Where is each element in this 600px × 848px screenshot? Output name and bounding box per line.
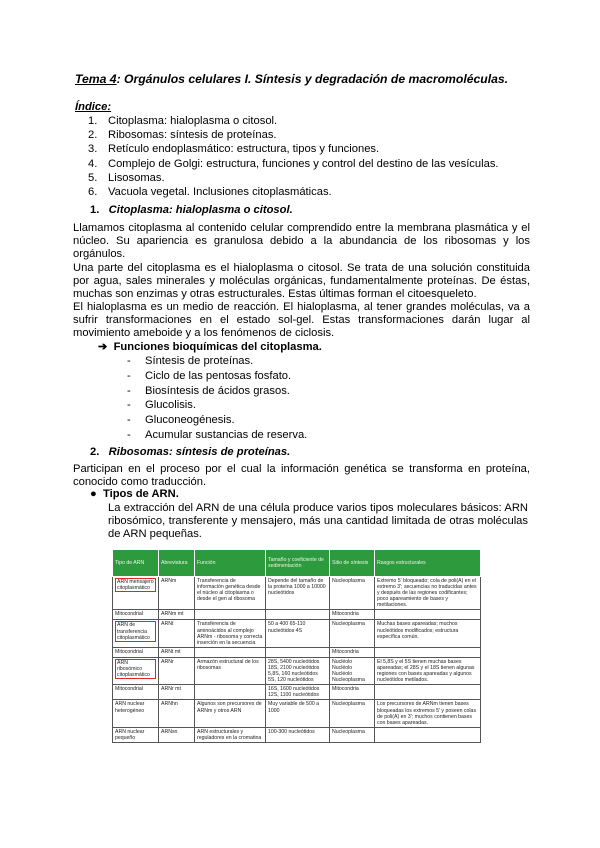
index-item-number: 2. bbox=[88, 129, 98, 142]
table-cell: 28S, 5400 nucleótidos 18S, 2100 nucleótidos 5,8S, 160 nucleótidos 5S, 120 nucleótidos bbox=[266, 657, 330, 684]
bullet-icon: ● bbox=[90, 488, 97, 500]
index-item-text: Complejo de Golgi: estructura, funciones y control del destino de las vesículas. bbox=[108, 157, 499, 170]
paragraph-line: orgánulos. bbox=[73, 247, 126, 260]
section-2-heading bbox=[90, 446, 290, 459]
dash-bullet: - bbox=[127, 428, 131, 441]
section-1-paragraph-2 bbox=[73, 262, 530, 301]
table-cell: Mitocondrial bbox=[113, 610, 159, 620]
table-cell: Mitocondria bbox=[330, 647, 375, 657]
table-cell: ARNr mt bbox=[159, 685, 195, 700]
index-item bbox=[88, 114, 499, 128]
table-header-cell: Función bbox=[195, 550, 266, 577]
section-2-paragraph-1 bbox=[73, 463, 530, 489]
rna-types-heading bbox=[90, 488, 179, 501]
function-item-text: Glucolisis. bbox=[145, 399, 196, 412]
section-1-heading bbox=[90, 204, 293, 217]
table-row bbox=[113, 700, 481, 727]
dash-bullet: - bbox=[127, 399, 131, 412]
table-cell: ARNt mt bbox=[159, 647, 195, 657]
table-cell bbox=[375, 685, 481, 700]
table-cell bbox=[375, 610, 481, 620]
table-cell: Extremo 5' bloqueado; cola de poli(A) en el extremo 3'; secuencias no traducidas antes y después de las regiones codificantes; poco apareamiento de bases y metilaciones. bbox=[375, 577, 481, 610]
table-cell: Mitocondria bbox=[330, 610, 375, 620]
index-item bbox=[88, 185, 499, 199]
table-cell: Transferencia de aminoácidos al complejo ARNm - ribosoma y correcta inserción en la secuencia bbox=[195, 620, 266, 647]
index-item bbox=[88, 171, 499, 185]
function-item-text: Gluconeogénesis. bbox=[145, 414, 235, 427]
index-item-text: Vacuola vegetal. Inclusiones citoplasmáticas. bbox=[108, 186, 332, 199]
function-item bbox=[127, 369, 307, 384]
table-cell: Nucléolo Nucléolo Nucléolo Nucleoplasma bbox=[330, 657, 375, 684]
table-cell: Mitocondria bbox=[330, 685, 375, 700]
index-item-number: 4. bbox=[88, 157, 98, 170]
document-title bbox=[75, 73, 508, 86]
table-cell bbox=[195, 647, 266, 657]
index-item-number: 1. bbox=[88, 115, 98, 127]
dash-bullet: - bbox=[127, 355, 131, 367]
table-cell: ARNt bbox=[159, 620, 195, 647]
section-1-number: 1. bbox=[90, 204, 100, 216]
paragraph-line: ribosómico, transferente y mensajero, más una cantidad limitada de otras moléculas bbox=[108, 514, 528, 527]
table-row bbox=[113, 610, 481, 620]
paragraph-line: sufrir transformaciones en el estado sol-gel. Estas transformaciones darán lugar al bbox=[73, 313, 530, 326]
paragraph-line: movimiento ameboide y a los fenómenos de ciclosis. bbox=[73, 326, 335, 339]
index-heading: Índice: bbox=[75, 101, 112, 113]
index-item bbox=[88, 142, 499, 156]
section-2-number: 2. bbox=[90, 446, 100, 458]
table-cell bbox=[266, 610, 330, 620]
function-item bbox=[127, 398, 307, 413]
table-row bbox=[113, 685, 481, 700]
title-lead: Tema 4 bbox=[75, 72, 117, 86]
paragraph-line: La extracción del ARN de una célula produce varios tipos moleculares básicos: ARN bbox=[108, 502, 528, 514]
function-item bbox=[127, 384, 307, 399]
section-2-title: Ribosomas: síntesis de proteínas. bbox=[108, 446, 291, 458]
index-item-text: Lisosomas. bbox=[108, 171, 165, 184]
paragraph-line: Participan en el proceso por el cual la información genética se transforma en proteína, bbox=[73, 463, 530, 475]
functions-list bbox=[127, 354, 307, 443]
table-cell: ARNsn bbox=[159, 727, 195, 742]
table-cell: El 5,8S y el 5S tienen muchas bases apareadas; el 28S y el 18S tienen algunas regiones con bases apareadas y algunos nucleótidos metilados. bbox=[375, 657, 481, 684]
table-cell bbox=[113, 620, 159, 647]
functions-heading-text: Funciones bioquímicas del citoplasma. bbox=[113, 341, 322, 353]
table-cell bbox=[195, 685, 266, 700]
table-cell: ARNm mt bbox=[159, 610, 195, 620]
index-item-text: Citoplasma: hialoplasma o citosol. bbox=[108, 115, 278, 127]
rna-types-table bbox=[112, 549, 481, 743]
table-cell: Muchas bases apareadas; muchos nucleótidos modificados; estructura específica común. bbox=[375, 620, 481, 647]
index-list bbox=[88, 114, 499, 199]
index-item-number: 5. bbox=[88, 171, 98, 184]
table-row bbox=[113, 647, 481, 657]
table-header-cell: Abreviatura bbox=[159, 550, 195, 577]
table-cell: ARNhn bbox=[159, 700, 195, 727]
table-cell: 16S, 1600 nucleótidos 12S, 1100 nucleótidos bbox=[266, 685, 330, 700]
paragraph-line: Llamamos citoplasma al contenido celular comprendido entre la membrana plasmática y el bbox=[73, 222, 530, 234]
table-row bbox=[113, 657, 481, 684]
table-cell: Nucleoplasma bbox=[330, 727, 375, 742]
table-row bbox=[113, 620, 481, 647]
function-item bbox=[127, 428, 307, 443]
table-header-cell: Rasgos estructurales bbox=[375, 550, 481, 577]
table-cell bbox=[266, 647, 330, 657]
index-item bbox=[88, 128, 499, 142]
table-cell: ARN nuclear heterogéneo bbox=[113, 700, 159, 727]
table-cell: Algunos son precursores de ARNm y otros ARN bbox=[195, 700, 266, 727]
paragraph-line: El hialoplasma es un medio de reacción. El hialoplasma, al tener grandes moléculas, va a bbox=[73, 301, 530, 313]
arrow-icon: ➔ bbox=[98, 341, 108, 353]
table-cell: ARN nuclear pequeño bbox=[113, 727, 159, 742]
highlight-box: ARN mensajero citoplasmático bbox=[115, 578, 156, 592]
function-item bbox=[127, 413, 307, 428]
table-cell bbox=[113, 577, 159, 610]
dash-bullet: - bbox=[127, 369, 131, 382]
table-cell: 50 a 400 65-110 nucleótidos 4S bbox=[266, 620, 330, 647]
function-item-text: Ciclo de las pentosas fosfato. bbox=[145, 369, 292, 382]
table-header-cell: Sitio de síntesis bbox=[330, 550, 375, 577]
table-cell: Nucleoplasma bbox=[330, 577, 375, 610]
dash-bullet: - bbox=[127, 384, 131, 397]
dash-bullet: - bbox=[127, 414, 131, 427]
table-row bbox=[113, 727, 481, 742]
table-row bbox=[113, 577, 481, 610]
table-cell: ARN estructurales y reguladores en la cromatina bbox=[195, 727, 266, 742]
section-1-paragraph-3 bbox=[73, 301, 530, 340]
function-item-text: Biosíntesis de ácidos grasos. bbox=[145, 384, 290, 397]
paragraph-line: Una parte del citoplasma es el hialoplasma o citosol. Se trata de una solución constituida bbox=[73, 262, 530, 274]
paragraph-line: núcleo. Su apariencia es granulosa debido a la abundancia de los ribosomas y los bbox=[73, 234, 530, 247]
paragraph-line: por agua, sales minerales y moléculas orgánicas, fundamentalmente proteínas. De éstas, bbox=[73, 274, 530, 287]
index-item-text: Retículo endoplasmático: estructura, tipos y funciones. bbox=[108, 143, 380, 156]
table-cell: Nucleoplasma bbox=[330, 620, 375, 647]
index-item-number: 6. bbox=[88, 186, 98, 199]
table-cell bbox=[113, 657, 159, 684]
rna-types-heading-text: Tipos de ARN. bbox=[102, 488, 179, 500]
function-item-text: Acumular sustancias de reserva. bbox=[145, 428, 308, 441]
table-cell: Depende del tamaño de la proteína 1000 a 10000 nucleótidos bbox=[266, 577, 330, 610]
index-item bbox=[88, 157, 499, 171]
table-cell: Los precursores de ARNm tienen bases bloqueadas los extremos 5' y poseen colas de poli(A) en 3'; muchos contienen bases con bases apareadas. bbox=[375, 700, 481, 727]
table-cell bbox=[195, 610, 266, 620]
table-header-row bbox=[113, 550, 481, 577]
table-cell: ARNm bbox=[159, 577, 195, 610]
table-header-cell: Tipo de ARN bbox=[113, 550, 159, 577]
title-rest: : Orgánulos celulares I. Síntesis y degradación de macromoléculas. bbox=[116, 72, 509, 86]
table-cell: Mitocondrial bbox=[113, 647, 159, 657]
highlight-box: ARN ribosómico citoplasmático bbox=[115, 659, 156, 679]
highlight-box: ARN de transferencia citoplasmático bbox=[115, 621, 156, 641]
table-cell bbox=[375, 647, 481, 657]
paragraph-line: muchas son enzimas y otras estructurales. Estas últimas forman el citoesqueleto. bbox=[73, 287, 477, 300]
function-item-text: Síntesis de proteínas. bbox=[145, 355, 254, 367]
table-cell: Transferencia de información genética desde el núcleo al citoplasma o desde el gen al ribosoma bbox=[195, 577, 266, 610]
table-cell: ARNr bbox=[159, 657, 195, 684]
paragraph-line: de ARN pequeñas. bbox=[108, 527, 202, 540]
paragraph-line: conocido como traducción. bbox=[73, 475, 207, 488]
index-item-text: Ribosomas: síntesis de proteínas. bbox=[108, 129, 277, 142]
functions-heading bbox=[98, 341, 322, 354]
table-cell: Muy variable de 500 a 1000 bbox=[266, 700, 330, 727]
table-cell: 100-300 nucleótidos bbox=[266, 727, 330, 742]
section-1-title: Citoplasma: hialoplasma o citosol. bbox=[108, 204, 293, 216]
index-item-number: 3. bbox=[88, 143, 98, 156]
table-cell: Nucleoplasma bbox=[330, 700, 375, 727]
table-cell bbox=[375, 727, 481, 742]
section-2-paragraph-2 bbox=[108, 502, 528, 541]
table-cell: Armazón estructural de los ribosomas bbox=[195, 657, 266, 684]
table-cell: Mitocondrial bbox=[113, 685, 159, 700]
function-item bbox=[127, 354, 307, 369]
section-1-paragraph-1 bbox=[73, 222, 530, 261]
table-header-cell: Tamaño y coeficiente de sedimentación bbox=[266, 550, 330, 577]
